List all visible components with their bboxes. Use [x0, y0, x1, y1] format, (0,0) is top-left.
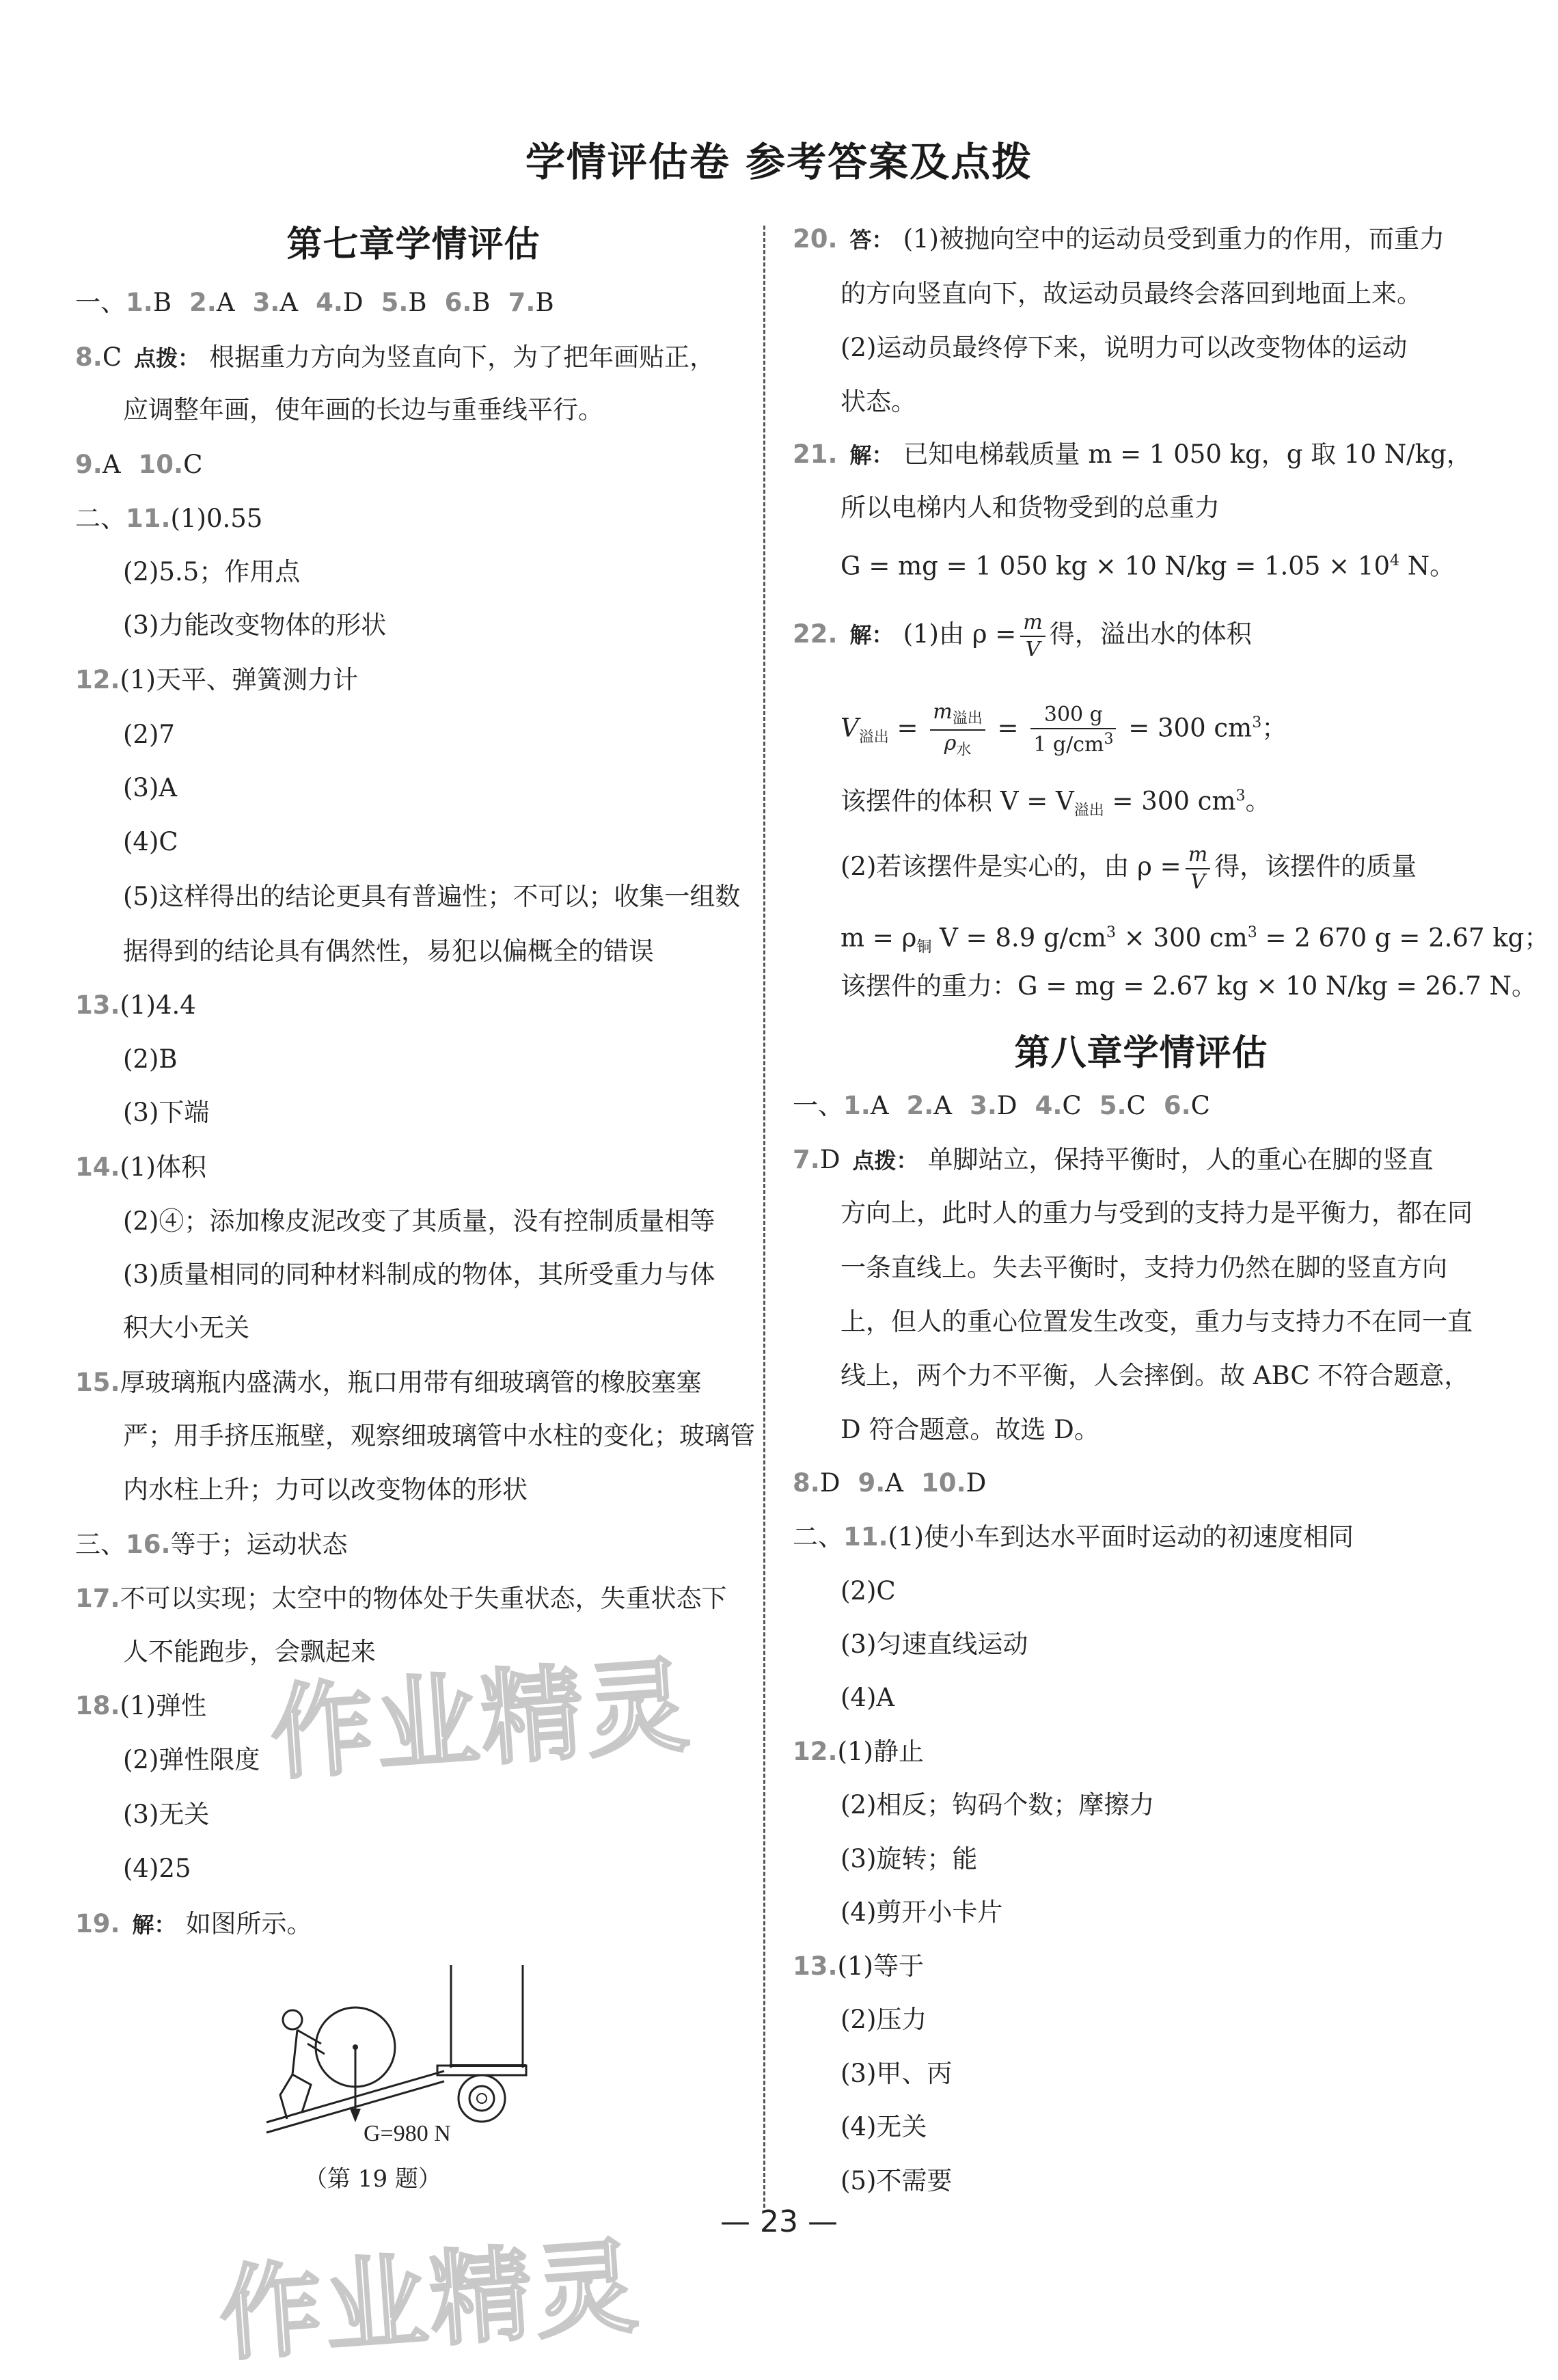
q21-answer: 21. 解： 已知电梯载质量 m = 1 050 kg，g 取 10 N/kg，	[793, 440, 1472, 469]
q18-answer: 18.(1)弹性	[75, 1691, 206, 1720]
q22-volume-formula: $V_{溢出}$ = $\frac{m_{溢出}}{\rho_水}$ = $\frac{300 g}{1 g/cm^3}$ = 300 $cm^3$；	[840, 699, 1287, 759]
chapter-7-heading: 第七章学情评估	[286, 224, 541, 265]
q11-part2: (2)5.5；作用点	[123, 557, 301, 586]
chapter-8-heading: 第八章学情评估	[1014, 1033, 1268, 1074]
page-title: 学情评估卷 参考答案及点拨	[525, 139, 1033, 185]
q14-answer: 14.(1)体积	[75, 1152, 206, 1182]
q17-line2: 人不能跑步，会飘起来	[123, 1637, 376, 1666]
q13-part2: (2)B	[123, 1044, 178, 1074]
q20-answer: 20. 答： (1)被抛向空中的运动员受到重力的作用，而重力	[793, 224, 1445, 254]
q8-answer: 8.C 点拨： 根据重力方向为竖直向下，为了把年画贴正，	[75, 342, 715, 372]
q12-ch8-answer: 12.(1)静止	[793, 1737, 924, 1766]
q12-ch8-part4: (4)剪开小卡片	[840, 1897, 1003, 1927]
gravity-arrowhead	[350, 2109, 361, 2122]
q13-answer: 13.(1)4.4	[75, 990, 196, 1020]
answers-section-1-ch8: 一、1.A 2.A 3.D 4.C 5.C 6.C	[793, 1091, 1210, 1120]
q15-answer: 15.厚玻璃瓶内盛满水，瓶口用带有细玻璃管的橡胶塞塞	[75, 1368, 702, 1397]
truck-wheel	[459, 2075, 505, 2122]
q14-part2: (2)④；添加橡皮泥改变了其质量，没有控制质量相等	[123, 1206, 715, 1236]
q13-ch8-part5: (5)不需要	[840, 2166, 953, 2195]
q11-part3: (3)力能改变物体的形状	[123, 610, 387, 640]
q12-answer: 12.(1)天平、弹簧测力计	[75, 665, 358, 694]
q18-part4: (4)25	[123, 1854, 191, 1883]
column-divider	[763, 226, 765, 2208]
q20-line3: (2)运动员最终停下来，说明力可以改变物体的运动	[840, 333, 1408, 362]
q13-ch8-answer: 13.(1)等于	[793, 1951, 924, 1981]
answers-section-1: 一、1.B 2.A 3.A 4.D 5.B 6.B 7.B	[75, 288, 554, 317]
q17-answer: 17.不可以实现；太空中的物体处于失重状态，失重状态下	[75, 1584, 727, 1613]
q11-answer: 二、11.(1)0.55	[75, 504, 263, 533]
q14-part3-line2: 积大小无关	[123, 1313, 249, 1342]
q13-part3: (3)下端	[123, 1098, 210, 1127]
q7-line3: 一条直线上。失去平衡时，支持力仍然在脚的竖直方向	[840, 1253, 1447, 1282]
q22-line6: 该摆件的重力：G = mg = 2.67 kg × 10 N/kg = 26.7 N。	[840, 971, 1537, 1001]
q7-line6: D 符合题意。故选 D。	[840, 1415, 1099, 1444]
q7-line4: 上，但人的重心位置发生改变，重力与支持力不在同一直	[840, 1307, 1473, 1336]
q22-line3: 该摆件的体积 $V = V_{溢出} = 300$ $cm^3$。	[840, 786, 1271, 820]
q12-part5-line2: 据得到的结论具有偶然性，易犯以偏概全的错误	[123, 936, 654, 966]
q11-ch8-part3: (3)匀速直线运动	[840, 1630, 1028, 1659]
q13-ch8-part4: (4)无关	[840, 2112, 927, 2141]
q11-ch8-answer: 二、11.(1)使小车到达水平面时运动的初速度相同	[793, 1522, 1354, 1552]
truck-wheel-hub	[469, 2086, 494, 2111]
q13-ch8-part2: (2)压力	[840, 2005, 927, 2034]
q21-line3: G = mg = 1 050 kg × 10 $N/kg = 1.05 \times 10^4$ N。	[840, 551, 1456, 581]
q12-part5-line1: (5)这样得出的结论更具有普遍性；不可以；收集一组数	[123, 882, 741, 911]
q19-figure	[260, 1955, 642, 2153]
q7-answer: 7.D 点拨： 单脚站立，保持平衡时，人的重心在脚的竖直	[793, 1145, 1434, 1174]
q7-line2: 方向上，此时人的重力与受到的支持力是平衡力，都在同	[840, 1198, 1473, 1228]
q8-q10-answers: 8.D 9.A 10.D	[793, 1468, 987, 1498]
q12-ch8-part3: (3)旋转；能	[840, 1844, 978, 1874]
q20-line4: 状态。	[840, 387, 916, 416]
q20-line2: 的方向竖直向下，故运动员最终会落回到地面上来。	[840, 279, 1422, 308]
q21-line2: 所以电梯内人和货物受到的总重力	[840, 493, 1220, 522]
q14-part3-line1: (3)质量相同的同种材料制成的物体，其所受重力与体	[123, 1260, 715, 1289]
q11-ch8-part2: (2)C	[840, 1576, 896, 1606]
q22-line5: $m = \rho_铜$ V = 8.9 $g/cm^3 \times 300$ $cm^3 = 2$ 670 g = 2.67 kg；	[840, 923, 1550, 956]
q15-line3: 内水柱上升；力可以改变物体的形状	[123, 1475, 528, 1504]
q12-part2: (2)7	[123, 720, 175, 749]
q22-line4: (2)若该摆件是实心的，由 ρ = $\frac{m}{V}$ 得，该摆件的质量	[840, 842, 1417, 894]
q11-ch8-part4: (4)A	[840, 1683, 895, 1712]
q9-q10-answers: 9.A 10.C	[75, 450, 203, 479]
q16-answer: 三、16.等于；运动状态	[75, 1530, 348, 1559]
page-number: — 23 —	[720, 2204, 838, 2239]
figure-caption: （第 19 题）	[304, 2165, 441, 2193]
q18-part2: (2)弹性限度	[123, 1745, 260, 1774]
q13-ch8-part3: (3)甲、丙	[840, 2059, 953, 2088]
q19-answer: 19. 解： 如图所示。	[75, 1909, 312, 1938]
q12-ch8-part2: (2)相反；钩码个数；摩擦力	[840, 1790, 1155, 1820]
q8-text-line2: 应调整年画，使年画的长边与重垂线平行。	[123, 395, 603, 424]
q12-part4: (4)C	[123, 827, 178, 856]
watermark-middle: 作业精灵	[266, 1646, 696, 1795]
watermark-bottom: 作业精灵	[215, 2227, 644, 2376]
q22-answer: 22. 解： (1)由 ρ = $\frac{m}{V}$ 得，溢出水的体积	[793, 610, 1252, 662]
q15-line2: 严；用手挤压瓶壁，观察细玻璃管中水柱的变化；玻璃管	[123, 1421, 755, 1450]
q18-part3: (3)无关	[123, 1800, 210, 1829]
person-head	[283, 2010, 302, 2029]
q12-part3: (3)A	[123, 773, 178, 802]
force-label: G=980 N	[364, 2121, 451, 2146]
q7-line5: 线上，两个力不平衡，人会摔倒。故 ABC 不符合题意，	[840, 1361, 1470, 1390]
